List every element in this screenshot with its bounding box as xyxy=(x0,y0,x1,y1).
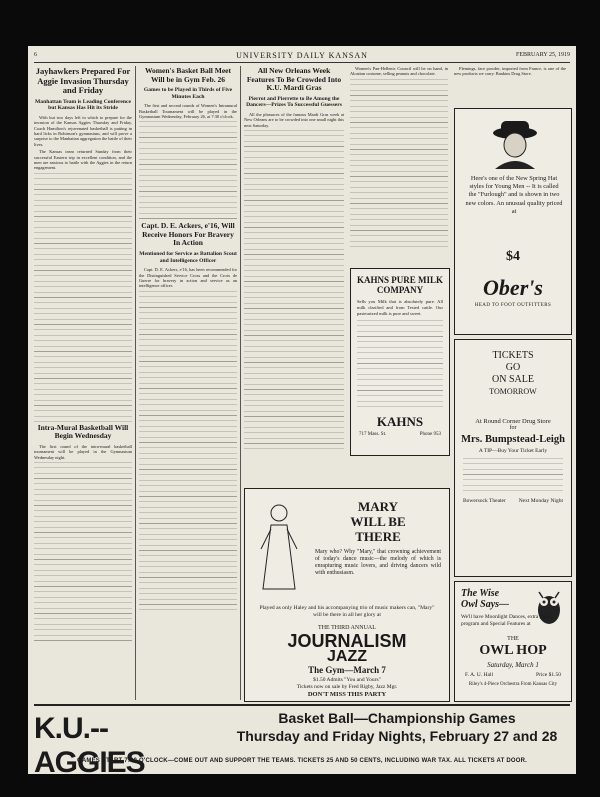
headline-womens-basketball: Women's Basket Ball Meet Will be in Gym Feb. 26 xyxy=(144,66,232,84)
subhead-womens-basketball: Games to be Played in Thirds of Five Minutes Each xyxy=(143,87,233,100)
subhead-mardi-gras: Pierrot and Pierrette to Be Among the Dancers—Prizes To Successful Guessers xyxy=(246,95,342,109)
newspaper-page xyxy=(28,46,576,774)
annual-label: THE THIRD ANNUAL xyxy=(318,625,376,631)
journalism-title: JOURNALISM xyxy=(287,631,407,651)
tickets-venue: Bowersock Theater xyxy=(463,498,506,504)
column-5 xyxy=(454,66,566,106)
ad-body-filler xyxy=(357,320,443,410)
headline-ackers: Capt. D. E. Ackers, e'16, Will Receive Honors For Bravery In Action xyxy=(141,221,235,248)
tickets-line: TICKETS xyxy=(492,350,534,361)
column-4 xyxy=(350,66,448,266)
bottom-banner xyxy=(34,704,570,772)
game-dates: Thursday and Friday Nights, February 27 and 28 xyxy=(236,728,558,744)
ticket-sales: Tickets now on sale by Fred Rigby, Jazz Mgr. xyxy=(296,684,398,690)
owl-date: Saturday, March 1 xyxy=(487,661,539,669)
mary-line: THERE xyxy=(355,529,401,544)
column-rule xyxy=(240,66,241,700)
article-body-filler xyxy=(34,462,132,642)
hat-description: Here's one of the New Spring Hat styles for Young Men -- It is called the "Furlough" and is shown in two new colors. An unusual quality priced at xyxy=(465,175,563,215)
masthead xyxy=(34,50,570,63)
owl-hop-ad xyxy=(454,581,572,702)
article-body-filler xyxy=(139,121,237,221)
article-text: Capt. D. E. Ackers, e'16, has been recommended for the Distinguished Service Cross and the Croix de Guerre for bravery in action and service as an intelligence officer. xyxy=(139,267,237,289)
kahns-milk-ad xyxy=(350,268,450,456)
tickets-line: ON SALE xyxy=(492,374,534,385)
article-text: The first and second rounds of Women's Intramural Basketball Tournament will be played in the Gymnasium Wednesday, February 26, at 7:30 o'clock. xyxy=(139,103,237,119)
owl-hop-title: OWL HOP xyxy=(479,643,547,658)
mary-played: Played as only Haley and his accompanying trio of music makers can, "Mary" will be there in all her glory at xyxy=(259,605,435,618)
obers-logo: Ober's xyxy=(483,275,543,300)
play-title: Mrs. Bumpstead-Leigh xyxy=(461,434,565,445)
championship-title: Basket Ball—Championship Games xyxy=(278,710,516,726)
paper-title: UNIVERSITY DAILY KANSAN xyxy=(236,51,368,60)
article-text: All the pleasures of the famous Mardi Gras week at New Orleans are to be crowded into one small night this next Saturday. xyxy=(244,111,344,128)
gym-date: The Gym—March 7 xyxy=(308,665,386,675)
article-text: The first round of the intra-mural basketball tournament will be played in the Gymnasium Wednesday night. xyxy=(34,443,132,460)
mary-line: MARY xyxy=(358,499,398,514)
subhead-ackers: Mentioned for Service as Battalion Scout and Intelligence Officer xyxy=(139,250,237,264)
owl-hall: F. A. U. Hall xyxy=(465,672,493,678)
hat-man-illustration xyxy=(485,117,545,169)
tickets-tip: A TIP—Buy Your Ticket Early xyxy=(478,448,548,454)
page-number: 6 xyxy=(34,52,37,58)
kahns-phone: Phone 953 xyxy=(419,432,441,438)
owl-price: Price $1.50 xyxy=(535,672,561,678)
article-body-filler xyxy=(350,79,448,249)
headline-jayhawkers: Jayhawkers Prepared For Aggie Invasion Thursday and Friday xyxy=(35,66,131,95)
article-body-filler xyxy=(34,173,132,423)
owl-orchestra: Riley's 4-Piece Orchestra From Kansas City xyxy=(468,682,558,687)
kahns-name: KAHNS xyxy=(376,414,424,430)
article-body-filler xyxy=(139,291,237,611)
dancer-illustration xyxy=(255,499,303,599)
column-3 xyxy=(244,66,344,484)
kahns-title: KAHNS PURE MILK COMPANY xyxy=(356,275,443,295)
game-note: GAMES START 7:30 O'CLOCK—COME OUT AND SUPPORT THE TEAMS. TICKETS 25 AND 50 CENTS, INCLUDING WAR TAX. ALL TICKETS AT DOOR. xyxy=(77,758,527,764)
article-text: With but two days left in which to prepare for the invasion of the Kansas Aggies Thursday and Friday, Coach Hamilton's rejuvenated basketball is putting in hard licks in Robinson's gymnasium, and will prove a surprise to the Manhattan aggregation the battle of their lives. xyxy=(34,114,132,147)
article-text: Flemings, face powder, imported from France, is one of the new products we carry. Bankins Drug Store. xyxy=(454,66,566,77)
tickets-ad xyxy=(454,339,572,577)
jazz-title: JAZZ xyxy=(327,648,367,665)
obers-tagline: HEAD TO FOOT OUTFITTERS xyxy=(474,303,552,308)
article-text: The Kansas team returned Sunday from their successful Eastern trip in excellent condition, and the men are anxious to battle with the Aggies in the return engagement. xyxy=(34,149,132,171)
ku-aggies-title: K.U.--AGGIES xyxy=(34,712,145,774)
tickets-line: TOMORROW xyxy=(489,387,537,396)
tickets-for: for xyxy=(509,425,517,431)
column-1 xyxy=(34,66,132,700)
column-rule xyxy=(135,66,136,700)
owl-description: We'll have Moonlight Dances, extra good program and Special Features at xyxy=(461,614,551,627)
article-text: Women's Pan-Hellenic Council will be on hand, in Aloatian costume, selling peanuts and chocolate. xyxy=(350,66,448,77)
hat-price: $4 xyxy=(506,249,520,264)
owl-title-line: Owl Says— xyxy=(461,599,510,610)
dont-miss: DON'T MISS THIS PARTY xyxy=(307,691,387,698)
article-body-filler xyxy=(244,130,344,450)
obers-hat-ad xyxy=(454,108,572,335)
mary-blurb: Mary who? Why "Mary," that crowning achievement of today's dance music—the melody of which is enrapturing music lovers, and driving dancers wild with enthusiasm. xyxy=(315,549,441,576)
tickets-when: Next Monday Night xyxy=(518,498,563,504)
headline-intramural: Intra-Mural Basketball Will Begin Wednesday xyxy=(37,422,129,441)
issue-date: FEBRUARY 25, 1919 xyxy=(516,52,570,58)
kahns-body: Sells you Milk that is absolutely pure. All milk clarified and from Tested cattle. Our pasteurized milk is pure and sweet. xyxy=(357,299,443,316)
tickets-line: GO xyxy=(505,362,521,373)
column-2 xyxy=(139,66,237,700)
headline-mardi-gras: All New Orleans Week Features To Be Crowded Into K.U. Mardi Gras xyxy=(246,66,342,92)
kahns-address: 717 Mass. St. xyxy=(359,432,387,438)
mary-line: WILL BE xyxy=(350,514,406,529)
admission: $1.50 Admits "You and Yours" xyxy=(313,677,381,683)
subhead-jayhawkers: Manhattan Team is Leading Conference but Kansas Has Hit its Stride xyxy=(35,98,131,112)
tickets-location: At Round Corner Drug Store xyxy=(475,418,551,425)
owl-the: THE xyxy=(507,636,519,642)
owl-title-line: The Wise xyxy=(461,588,500,599)
journalism-jazz-ad xyxy=(244,488,450,702)
ad-body-filler xyxy=(463,458,563,492)
